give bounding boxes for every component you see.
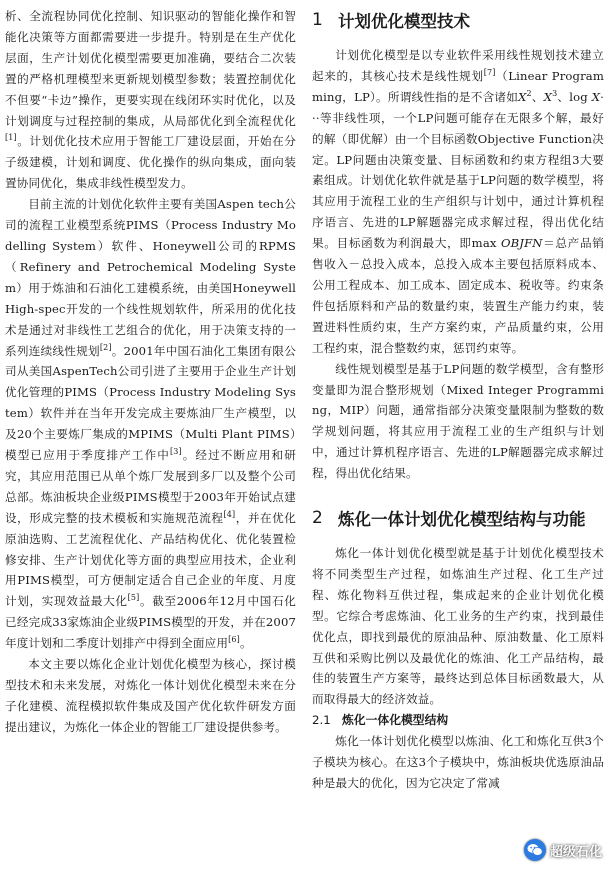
subsection-2-1-heading — [312, 710, 604, 731]
integrated-model-paragraph — [312, 543, 604, 710]
section-number: 1 — [312, 9, 323, 30]
intro-paragraph-continued — [5, 6, 296, 194]
text-run: 。截至2006年12月中国石化已经完成33家炼油企业级PIMS模型的开发，并在2007年度计划和二季度计划排产中得到全面应用 — [5, 594, 296, 651]
text-run: 计划优化模型是以专业软件采用线性规划技术建立起来的，其核心技术是线性规划 — [312, 48, 604, 83]
text-run: 线性规划模型是基于LP问题的数学模型，含有整形变量即为混合整形规划（Mixed Integer Programming，MIP）问题，通常指部分决策变量限制为整数的数学规划问题，将其应用于流程工业的生产组织与计划中，通过计算机程序语言、先进的LP解题器完成求解过程，得出优化结果。 — [312, 361, 604, 481]
text-run: 、log — [557, 89, 592, 104]
citation-ref: [4] — [223, 509, 236, 519]
right-column — [312, 6, 604, 794]
math-exp: 2 — [526, 88, 532, 98]
text-run: 、 — [531, 89, 544, 104]
text-run: ，并在优化原油选购、工艺流程优化、产品结构优化、优化装置检修安排、生产计划优化等方面的典型应用技术，企业利用PIMS模型，可方便制定适合自己企业的年度、月度计划，实现效益最大化 — [5, 510, 296, 609]
citation-ref: [6] — [228, 635, 240, 645]
math-var: OBJFN — [500, 236, 543, 251]
text-run: ＝总产品销售收入－总投入成本，总投入成本主要包括原料成本、公用工程成本、加工成本、固定成本、税收等。约束条件包括原料和产品的数量约束，装置生产能力约束，装置进料性质约束，生产方案约束，产品质量约束，公用工程约束，混合整数约束，惩罚约束等。 — [312, 236, 604, 355]
citation-ref: [3] — [169, 447, 182, 457]
text-run: （Linear Programming，LP）。所谓线性指的是不含诸如 — [312, 68, 604, 104]
text-run: ···等非线性项，一个LP问题可能存在无限多个解，最好的解（即优解）由一个目标函数Objective Function决定。LP问题由决策变量、目标函数和约束方程组3大要素组成。计划优化软件就是基于LP问题的数学模型，将其应用于流程工业的生产组织与计划中，通过计算机程序语言、先进的LP解题器完成求解过程，得出优化结果。目标函数为利润最大，即max — [312, 89, 605, 251]
math-var: X — [518, 89, 527, 104]
wechat-logo-icon — [524, 839, 546, 861]
watermark-text: 超级石化 — [549, 844, 602, 860]
citation-ref: [1] — [5, 133, 17, 143]
citation-ref: [2] — [99, 342, 112, 352]
model-structure-paragraph — [312, 731, 604, 794]
citation-ref: [7] — [483, 68, 496, 78]
lp-paragraph — [312, 45, 604, 359]
section-title: 炼化一体计划优化模型结构与功能 — [338, 509, 586, 529]
text-run: 。经过不断应用和研究，其应用范围已从单个炼厂发展到多厂以及整个公司总部。炼油板块企业级PIMS模型于2003年开始试点建设，形成完整的技术模板和实施规范流程 — [5, 448, 296, 525]
section-2-heading — [312, 504, 604, 531]
text-run: 。2001年中国石油化工集团有限公司从美国AspenTech公司引进了主要用于企业生产计划优化管理的PIMS（Process Industry Modeling System）软件并在当年开发完成主要炼油厂生产模型，以及20个主要炼厂集成的MPIMS（Multi Plant PIMS）模型已应用于季度排产工作中 — [5, 343, 297, 463]
section-number: 2 — [312, 507, 323, 528]
section-title: 计划优化模型技术 — [338, 11, 470, 31]
text-run: 本文主要以炼化企业计划优化模型为核心，探讨模型技术和未来发展，对炼化一体计划优化模型未来在分子化建模、流程模拟软件集成及国产优化软件研发方面提出建议，为炼化一体企业的智能工厂建设提供参考。 — [5, 657, 296, 734]
software-paragraph — [5, 194, 296, 654]
text-run: 。 — [239, 636, 252, 651]
text-run: 析、全流程协同优化控制、知识驱动的智能化操作和智能化决策等方面都需要进一步提升。特别是在生产优化层面，生产计划优化模型需要更加准确，要结合二次装置的严格机理模型来更新规划模型参数；装置控制优化不但要“卡边”操作，更要实现在线闭环实时优化，以及计划调度与过程控制的集成，从局部优化到全流程优化 — [5, 9, 296, 128]
scope-paragraph — [5, 654, 296, 738]
mip-paragraph — [312, 359, 604, 484]
text-run: 炼化一体计划优化模型就是基于计划优化模型技术将不同类型生产过程，如炼油生产过程、化工生产过程、炼化物料互供过程，集成起来的企业计划优化模型。它综合考虑炼油、化工业务的生产约束，找到最佳优化点，即找到最优的原油品种、原油数量、化工原料互供和采购比例以及最优化的炼油、化工产品结构，最佳的装置生产方案等，最终达到总体目标函数最大，从而取得最大的经济效益。 — [312, 546, 604, 707]
text-run: 。计划优化技术应用于智能工厂建设层面，开始在分子级建模，计划和调度、优化操作的纵向集成，面向装置协同优化，集成非线性模型发力。 — [5, 134, 296, 191]
subsection-title: 炼化一体化模型结构 — [342, 713, 449, 728]
citation-ref: [5] — [127, 593, 140, 603]
math-exp: 3 — [552, 88, 558, 98]
text-run: 目前主流的计划优化软件主要有美国Aspen tech公司的流程工业模型系统PIMS（Process Industry Modelling System）软件、Honeywell公司的RPMS（Refinery and Petrochemical Modeling System）用于炼油和石油化工建模系统，由美国Honeywell High-spec开发的一个线性规划软件，所采用的优化技术是通过对非线性工艺组合的优化，用于决策支持的一系列连续线性规划 — [5, 197, 296, 358]
text-run: 炼化一体计划优化模型以炼油、化工和炼化互供3个子模块为核心。在这3个子模块中，炼油板块优选原油品种是最大的优化，因为它决定了常减 — [312, 734, 604, 791]
math-var: X — [591, 89, 601, 104]
section-1-heading — [312, 6, 604, 33]
math-var: X — [543, 89, 553, 104]
left-column — [5, 6, 296, 738]
watermark — [524, 839, 602, 861]
subsection-number: 2.1 — [312, 713, 331, 728]
